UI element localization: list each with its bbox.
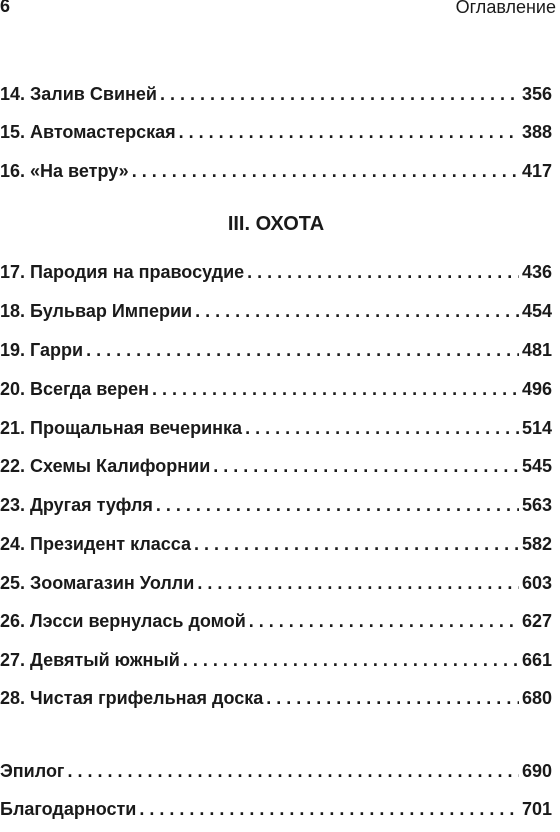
toc-leader-dots	[179, 122, 519, 143]
toc-entry	[0, 495, 552, 521]
toc-entry	[0, 340, 552, 366]
toc-entry-title: 22. Схемы Калифорнии	[0, 456, 211, 476]
toc-entry	[0, 573, 552, 599]
toc-entry-title: 16. «На ветру»	[0, 161, 129, 181]
toc-entry-page: 582	[521, 534, 552, 554]
toc-leader-dots	[183, 650, 519, 671]
toc-leader-dots	[132, 161, 519, 182]
toc-leader-dots	[156, 495, 519, 516]
toc-entry	[0, 418, 552, 444]
toc-entry-title: 28. Чистая грифельная доска	[0, 688, 264, 708]
toc-leader-dots	[247, 262, 519, 283]
toc-entry-page: 356	[521, 84, 552, 104]
toc-entry-page: 481	[521, 340, 552, 360]
toc-entry-title: 18. Бульвар Империи	[0, 301, 193, 321]
toc-entry-page: 701	[521, 799, 552, 819]
toc-leader-dots	[245, 418, 519, 439]
toc-entry	[0, 688, 552, 714]
toc-entry-title: 25. Зоомагазин Уолли	[0, 573, 195, 593]
toc-leader-dots	[160, 84, 519, 105]
toc-entry-page: 661	[521, 650, 552, 670]
toc-entry	[0, 534, 552, 560]
toc-entry-page: 627	[521, 611, 552, 631]
toc-leader-dots	[197, 573, 519, 594]
toc-leader-dots	[139, 799, 519, 820]
toc-entry-page: 496	[521, 379, 552, 399]
toc-entry	[0, 84, 552, 110]
toc-entry-page: 563	[521, 495, 552, 515]
toc-entry-page: 545	[521, 456, 552, 476]
toc-entry-title: 20. Всегда верен	[0, 379, 150, 399]
toc-entry-page: 436	[521, 262, 552, 282]
toc-entry-title: 23. Другая туфля	[0, 495, 153, 515]
toc-leader-dots	[266, 688, 519, 709]
toc-entry-page: 388	[521, 122, 552, 142]
toc-entry-page: 603	[521, 573, 552, 593]
toc-entry	[0, 379, 552, 405]
toc-entry-page: 514	[521, 418, 552, 438]
toc-entry-title: 24. Президент класса	[0, 534, 192, 554]
toc-entry	[0, 122, 552, 148]
toc-entry	[0, 611, 552, 637]
toc-entry-title: 19. Гарри	[0, 340, 84, 360]
toc-entry-page: 680	[521, 688, 552, 708]
toc-entry-page: 417	[521, 161, 552, 181]
toc-entry	[0, 262, 552, 288]
toc-leader-dots	[194, 534, 519, 555]
toc-leader-dots	[195, 301, 519, 322]
toc-entry-title: 17. Пародия на правосудие	[0, 262, 245, 282]
toc-entry	[0, 799, 552, 825]
running-head: Оглавление	[455, 0, 556, 17]
toc-entry	[0, 301, 552, 327]
toc-entry-title: 14. Залив Свиней	[0, 84, 157, 104]
toc-leader-dots	[152, 379, 519, 400]
page-number: 6	[0, 0, 11, 16]
toc-leader-dots	[86, 340, 519, 361]
toc-leader-dots	[249, 611, 519, 632]
toc-entry-title: 26. Лэсси вернулась домой	[0, 611, 246, 631]
toc-leader-dots	[213, 456, 519, 477]
toc-entry-title: 15. Автомастерская	[0, 122, 176, 142]
toc-entry-title: Благодарности	[0, 799, 137, 819]
toc-entry-title: Эпилог	[0, 761, 65, 781]
toc-entry	[0, 456, 552, 482]
toc-entry-page: 690	[521, 761, 552, 781]
toc-entry-title: 27. Девятый южный	[0, 650, 180, 670]
toc-entry	[0, 161, 552, 187]
toc-entry	[0, 761, 552, 787]
toc-entry	[0, 650, 552, 676]
section-heading: III. ОХОТА	[227, 213, 325, 235]
toc-leader-dots	[67, 761, 519, 782]
toc-entry-title: 21. Прощальная вечеринка	[0, 418, 243, 438]
toc-entry-page: 454	[521, 301, 552, 321]
